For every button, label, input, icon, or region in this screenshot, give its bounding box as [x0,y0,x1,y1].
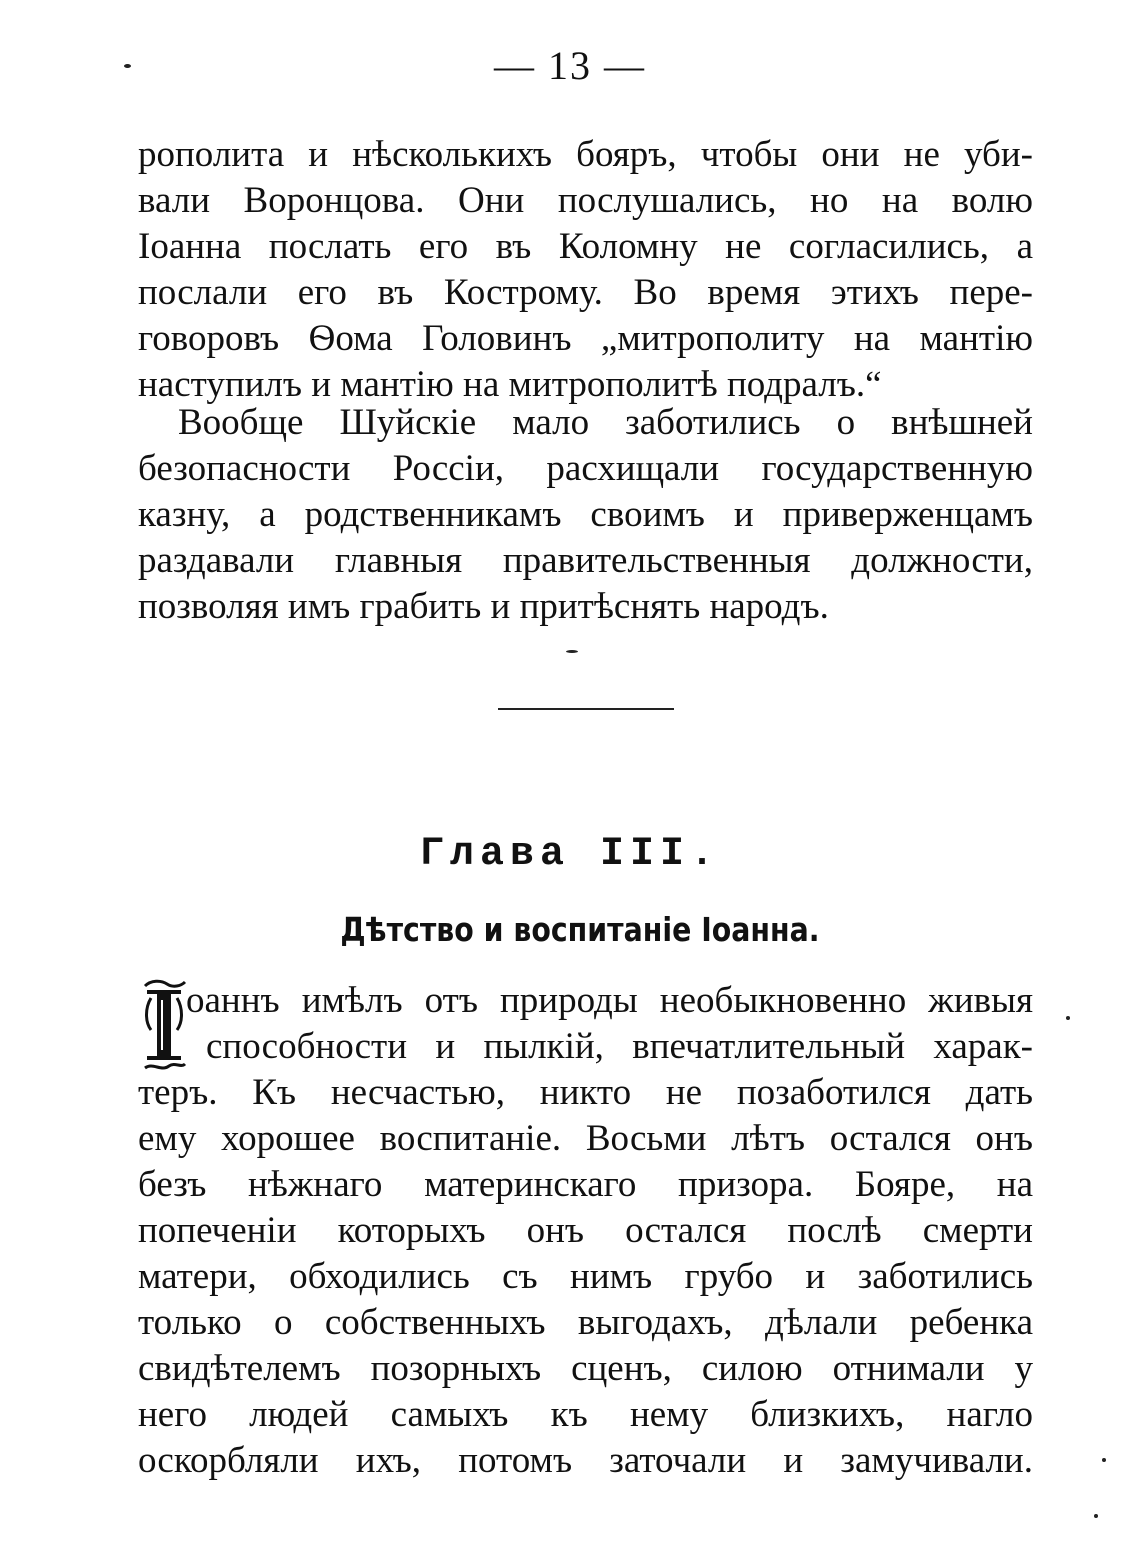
text-line: вали Воронцова. Они послушались, но на волю [138,180,1033,221]
text-line: ему хорошее воспитаніе. Восьми лѣтъ остался онъ [138,1118,1033,1159]
text-line: оаннъ имѣлъ отъ природы необыкновенно живыя [186,980,1033,1021]
text-line: позволяя имъ грабить и притѣснять народъ. [138,586,829,627]
print-speck [1094,1514,1098,1518]
text-line: рополита и нѣсколькихъ бояръ, чтобы они не уби- [138,134,1033,175]
text-line: свидѣтелемъ позорныхъ сценъ, силою отнимали у [138,1348,1033,1389]
text-line: Іоанна послать его въ Коломну не согласились, а [138,226,1033,267]
text-line: безопасности Россіи, расхищали государственную [138,448,1033,489]
text-line: попеченіи которыхъ онъ остался послѣ смерти [138,1210,1033,1251]
text-line: оскорбляли ихъ, потомъ заточали и замучивали. [138,1440,1033,1481]
print-speck [124,64,131,68]
print-speck [1102,1458,1106,1462]
text-line: безъ нѣжнаго материнскаго призора. Бояре, на [138,1164,1033,1205]
text-line: казну, а родственникамъ своимъ и приверженцамъ [138,494,1033,535]
text-line: него людей самыхъ къ нему близкихъ, нагло [138,1394,1033,1435]
text-line: послали его въ Кострому. Во время этихъ пере- [138,272,1033,313]
text-line: матери, обходились съ нимъ грубо и заботились [138,1256,1033,1297]
section-divider [498,708,674,710]
text-line: способности и пылкій, впечатлительный харак- [206,1026,1033,1067]
print-speck [1066,1016,1070,1020]
text-line: только о собственныхъ выгодахъ, дѣлали ребенка [138,1302,1033,1343]
text-line: раздавали главныя правительственныя должности, [138,540,1033,581]
chapter-title: Глава III. [419,832,721,877]
chapter-subtitle: Дѣтство и воспитаніе Іоанна. [340,910,820,949]
paragraph-shuisky [138,400,1033,630]
print-speck [566,650,578,653]
paragraph-childhood [138,978,1033,1484]
text-line: Вообще Шуйскіе мало заботились о внѣшней [178,402,1033,443]
text-line: говоровъ Ѳома Головинъ „митрополиту на мантію [138,318,1033,359]
text-line: наступилъ и мантію на митрополитѣ подралъ.“ [138,364,882,405]
page-number: — 13 — [494,43,646,88]
text-line: теръ. Къ несчастью, никто не позаботился дать [138,1072,1033,1113]
paragraph-continuation [138,132,1033,408]
